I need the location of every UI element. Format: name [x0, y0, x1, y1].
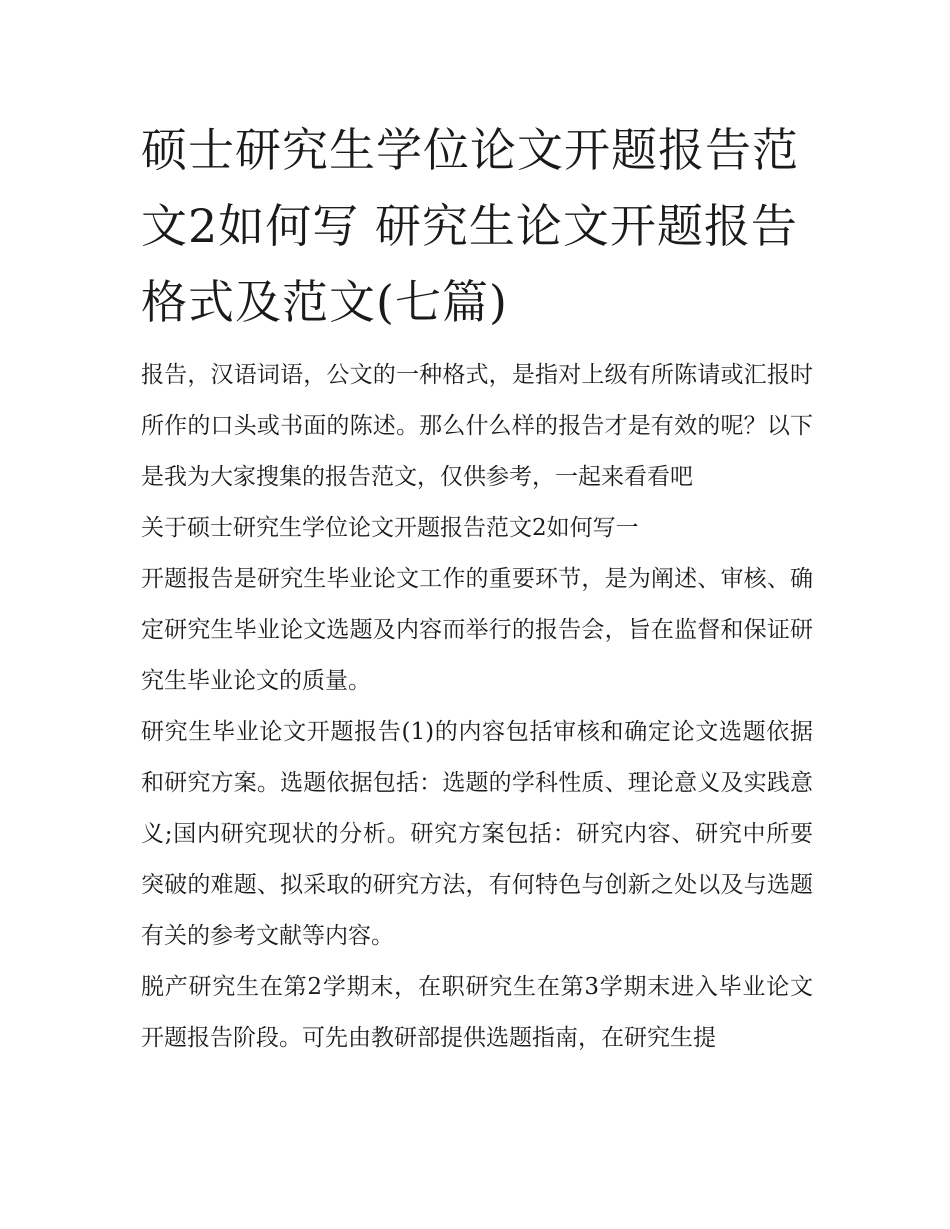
- intro-paragraph: 报告，汉语词语，公文的一种格式，是指对上级有所陈请或汇报时所作的口头或书面的陈述。那么什么样的报告才是有效的呢？以下是我为大家搜集的报告范文，仅供参考，一起来看看吧: [141, 362, 813, 490]
- document-page: [141, 112, 813, 1064]
- body-paragraph: 研究生毕业论文开题报告(1)的内容包括审核和确定论文选题依据和研究方案。选题依据包括：选题的学科性质、理论意义及实践意义;国内研究现状的分析。研究方案包括：研究内容、研究中所要突破的难题、拟采取的研究方法，有何特色与创新之处以及与选题有关的参考文献等内容。: [141, 719, 813, 949]
- body-paragraph: 脱产研究生在第2学期末，在职研究生在第3学期末进入毕业论文开题报告阶段。可先由教研部提供选题指南，在研究生提: [141, 974, 813, 1051]
- document-title: 硕士研究生学位论文开题报告范文2如何写 研究生论文开题报告格式及范文(七篇): [141, 123, 799, 329]
- body-paragraph: 开题报告是研究生毕业论文工作的重要环节，是为阐述、审核、确定研究生毕业论文选题及内容而举行的报告会，旨在监督和保证研究生毕业论文的质量。: [141, 566, 813, 694]
- section-heading: 关于硕士研究生学位论文开题报告范文2如何写一: [141, 515, 639, 541]
